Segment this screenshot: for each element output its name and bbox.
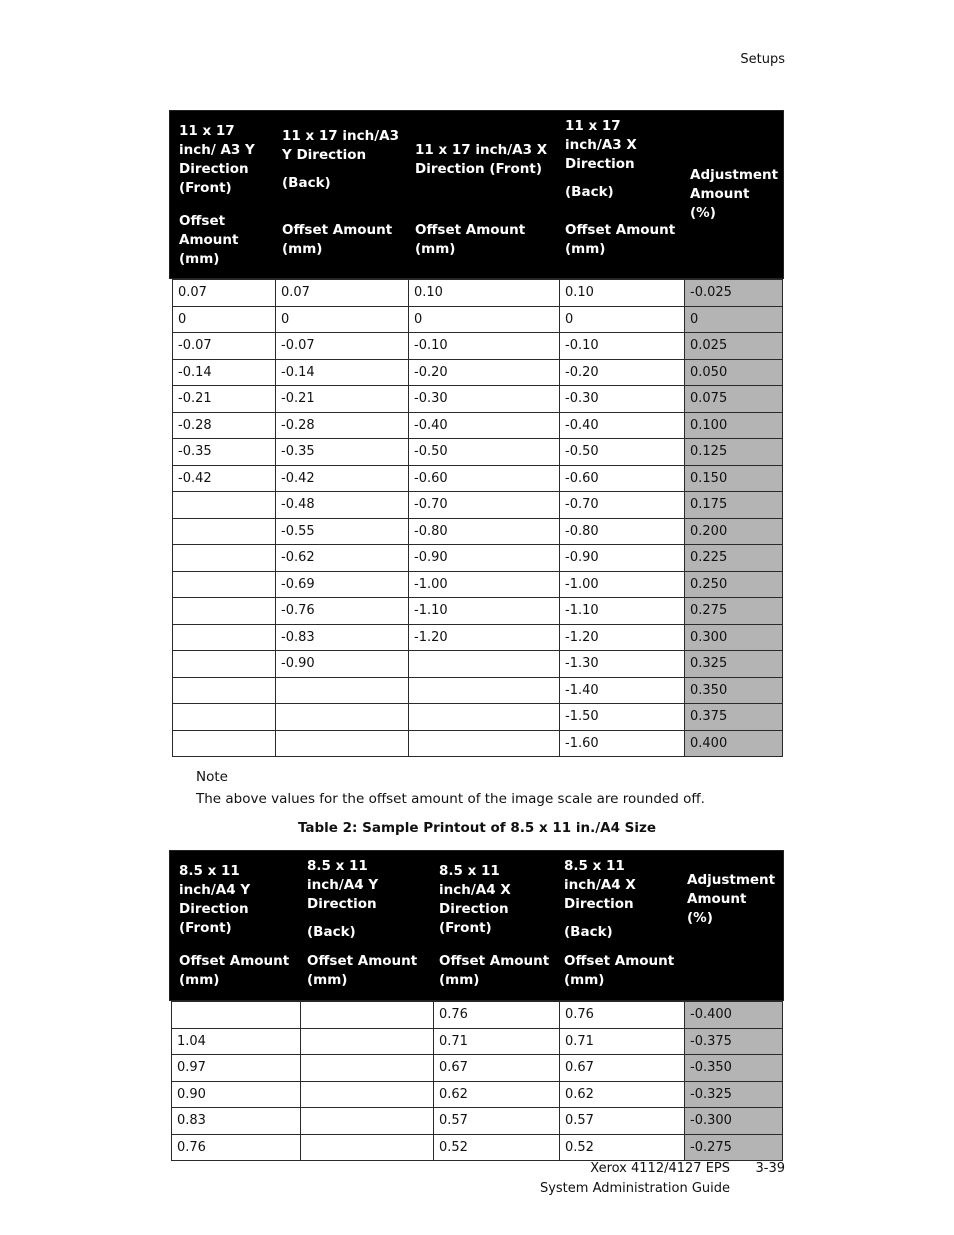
- offset-cell: 0: [560, 306, 685, 333]
- offset-cell: -1.00: [560, 571, 685, 598]
- table-caption: Table 2: Sample Printout of 8.5 x 11 in./A4 Size: [297, 820, 657, 836]
- table-row: [173, 306, 783, 333]
- offset-cell: -0.90: [409, 545, 560, 572]
- offset-cell: -0.70: [409, 492, 560, 519]
- offset-cell: 0.57: [434, 1108, 560, 1135]
- section-header: Setups: [740, 52, 785, 67]
- table-row: [173, 571, 783, 598]
- table-row: [173, 624, 783, 651]
- offset-cell: -1.20: [560, 624, 685, 651]
- offset-cell: -0.28: [173, 412, 276, 439]
- table-header: [169, 110, 784, 279]
- note-text: The above values for the offset amount of the image scale are rounded off.: [196, 791, 705, 807]
- header-y-front: 11 x 17 inch/ A3 Y Direction (Front): [174, 115, 275, 204]
- offset-cell: [173, 704, 276, 731]
- header-x-back: 11 x 17 inch/A3 X Direction (Back): [560, 115, 683, 204]
- table-row: [173, 677, 783, 704]
- subheader-offset-amount: Offset Amount (mm): [174, 206, 275, 274]
- adjustment-cell: 0.050: [685, 359, 783, 386]
- table-body: [172, 279, 783, 757]
- adjustment-cell: 0.225: [685, 545, 783, 572]
- adjustment-cell: -0.375: [685, 1028, 783, 1055]
- note: [196, 766, 705, 810]
- offset-cell: 0.90: [172, 1081, 301, 1108]
- subheader-offset-amount: Offset Amount (mm): [434, 946, 557, 996]
- offset-cell: 0.76: [560, 1002, 685, 1029]
- offset-cell: 0.57: [560, 1108, 685, 1135]
- offset-cell: [173, 730, 276, 757]
- offset-cell: -0.42: [276, 465, 409, 492]
- offset-table-11x17: [169, 110, 784, 757]
- table-row: [172, 1134, 783, 1161]
- header-adjustment: Adjustment Amount (%): [685, 115, 779, 274]
- adjustment-cell: 0.125: [685, 439, 783, 466]
- adjustment-cell: 0.275: [685, 598, 783, 625]
- offset-cell: 0.76: [434, 1002, 560, 1029]
- header-x-front: 11 x 17 inch/A3 X Direction (Front): [410, 115, 558, 204]
- offset-cell: -0.60: [560, 465, 685, 492]
- offset-cell: [301, 1134, 434, 1161]
- adjustment-cell: 0.300: [685, 624, 783, 651]
- table-row: [173, 545, 783, 572]
- offset-cell: [173, 651, 276, 678]
- offset-cell: -0.21: [276, 386, 409, 413]
- table-row: [173, 280, 783, 307]
- offset-cell: -0.70: [560, 492, 685, 519]
- offset-cell: [173, 598, 276, 625]
- offset-cell: -0.40: [560, 412, 685, 439]
- offset-cell: -0.55: [276, 518, 409, 545]
- offset-cell: [276, 730, 409, 757]
- offset-cell: [409, 677, 560, 704]
- footer-guide: System Administration Guide: [539, 1181, 730, 1196]
- adjustment-cell: -0.300: [685, 1108, 783, 1135]
- offset-cell: [173, 624, 276, 651]
- offset-cell: -0.28: [276, 412, 409, 439]
- offset-table-8x11: [169, 850, 784, 1161]
- table-row: [173, 439, 783, 466]
- offset-cell: -0.76: [276, 598, 409, 625]
- offset-cell: -0.42: [173, 465, 276, 492]
- footer: [540, 1159, 730, 1199]
- subheader-offset-amount: Offset Amount (mm): [559, 946, 680, 996]
- adjustment-cell: -0.400: [685, 1002, 783, 1029]
- offset-cell: [172, 1002, 301, 1029]
- offset-cell: [173, 545, 276, 572]
- offset-cell: -1.50: [560, 704, 685, 731]
- offset-cell: [173, 677, 276, 704]
- offset-cell: [276, 704, 409, 731]
- table-row: [172, 1081, 783, 1108]
- offset-cell: -0.10: [560, 333, 685, 360]
- offset-cell: 0: [276, 306, 409, 333]
- offset-cell: [173, 518, 276, 545]
- offset-cell: -0.20: [560, 359, 685, 386]
- offset-cell: -0.20: [409, 359, 560, 386]
- offset-cell: 0: [173, 306, 276, 333]
- table-row: [172, 1028, 783, 1055]
- footer-product: Xerox 4112/4127 EPS: [590, 1161, 730, 1176]
- header-adjustment: Adjustment Amount (%): [682, 855, 779, 944]
- adjustment-cell: 0.250: [685, 571, 783, 598]
- offset-cell: -1.60: [560, 730, 685, 757]
- offset-cell: 0.62: [434, 1081, 560, 1108]
- offset-cell: [409, 730, 560, 757]
- offset-cell: -0.35: [173, 439, 276, 466]
- offset-cell: -0.10: [409, 333, 560, 360]
- offset-cell: [173, 492, 276, 519]
- offset-cell: -0.40: [409, 412, 560, 439]
- adjustment-cell: 0.100: [685, 412, 783, 439]
- adjustment-cell: -0.025: [685, 280, 783, 307]
- offset-cell: 0.97: [172, 1055, 301, 1082]
- table-row: [173, 465, 783, 492]
- adjustment-cell: 0.325: [685, 651, 783, 678]
- header-y-back: 11 x 17 inch/A3 Y Direction (Back): [277, 115, 408, 204]
- subheader-empty: [682, 946, 779, 996]
- offset-cell: 0.52: [434, 1134, 560, 1161]
- table-row: [173, 730, 783, 757]
- offset-cell: [276, 677, 409, 704]
- adjustment-cell: -0.275: [685, 1134, 783, 1161]
- offset-cell: [173, 571, 276, 598]
- offset-cell: -0.48: [276, 492, 409, 519]
- offset-cell: 0.76: [172, 1134, 301, 1161]
- table-header: [169, 850, 784, 1001]
- subheader-offset-amount: Offset Amount (mm): [410, 206, 558, 274]
- offset-cell: 0.07: [276, 280, 409, 307]
- header-y-back: 8.5 x 11 inch/A4 Y Direction (Back): [302, 855, 432, 944]
- table-row: [173, 651, 783, 678]
- adjustment-cell: -0.325: [685, 1081, 783, 1108]
- offset-cell: [301, 1055, 434, 1082]
- offset-cell: -0.21: [173, 386, 276, 413]
- table-row: [172, 1055, 783, 1082]
- offset-cell: -0.90: [560, 545, 685, 572]
- adjustment-cell: 0.025: [685, 333, 783, 360]
- offset-cell: [301, 1081, 434, 1108]
- offset-cell: -1.10: [409, 598, 560, 625]
- header-x-back: 8.5 x 11 inch/A4 X Direction (Back): [559, 855, 680, 944]
- table-row: [173, 492, 783, 519]
- offset-cell: -1.20: [409, 624, 560, 651]
- page-number: 3-39: [755, 1161, 785, 1176]
- table-row: [173, 386, 783, 413]
- adjustment-cell: 0.375: [685, 704, 783, 731]
- offset-cell: 0.67: [560, 1055, 685, 1082]
- table-row: [172, 1002, 783, 1029]
- offset-cell: 0: [409, 306, 560, 333]
- offset-cell: -0.50: [560, 439, 685, 466]
- header-y-front: 8.5 x 11 inch/A4 Y Direction (Front): [174, 855, 300, 944]
- offset-cell: [301, 1108, 434, 1135]
- offset-cell: 0.67: [434, 1055, 560, 1082]
- adjustment-cell: 0.200: [685, 518, 783, 545]
- offset-cell: [409, 704, 560, 731]
- adjustment-cell: 0: [685, 306, 783, 333]
- note-label: Note: [196, 769, 228, 785]
- table-row: [173, 598, 783, 625]
- offset-cell: 0.71: [434, 1028, 560, 1055]
- table-body: [171, 1001, 783, 1161]
- offset-cell: -0.50: [409, 439, 560, 466]
- offset-cell: 0.71: [560, 1028, 685, 1055]
- table-row: [173, 412, 783, 439]
- adjustment-cell: -0.350: [685, 1055, 783, 1082]
- offset-cell: 0.10: [409, 280, 560, 307]
- offset-cell: 0.10: [560, 280, 685, 307]
- offset-cell: -0.35: [276, 439, 409, 466]
- subheader-offset-amount: Offset Amount (mm): [277, 206, 408, 274]
- adjustment-cell: 0.350: [685, 677, 783, 704]
- adjustment-cell: 0.400: [685, 730, 783, 757]
- offset-cell: -1.30: [560, 651, 685, 678]
- table-row: [172, 1108, 783, 1135]
- offset-cell: -0.07: [173, 333, 276, 360]
- offset-cell: 0.83: [172, 1108, 301, 1135]
- offset-cell: [301, 1028, 434, 1055]
- table-row: [173, 704, 783, 731]
- table-row: [173, 359, 783, 386]
- header-x-front: 8.5 x 11 inch/A4 X Direction (Front): [434, 855, 557, 944]
- adjustment-cell: 0.075: [685, 386, 783, 413]
- offset-cell: -0.07: [276, 333, 409, 360]
- offset-cell: -0.80: [560, 518, 685, 545]
- subheader-offset-amount: Offset Amount (mm): [560, 206, 683, 274]
- offset-cell: -1.00: [409, 571, 560, 598]
- offset-cell: -1.10: [560, 598, 685, 625]
- offset-cell: -0.69: [276, 571, 409, 598]
- offset-cell: [409, 651, 560, 678]
- offset-cell: [301, 1002, 434, 1029]
- offset-cell: 1.04: [172, 1028, 301, 1055]
- offset-cell: -0.60: [409, 465, 560, 492]
- offset-cell: 0.62: [560, 1081, 685, 1108]
- offset-cell: -0.90: [276, 651, 409, 678]
- table-row: [173, 333, 783, 360]
- offset-cell: -1.40: [560, 677, 685, 704]
- table-row: [173, 518, 783, 545]
- offset-cell: 0.52: [560, 1134, 685, 1161]
- offset-cell: -0.83: [276, 624, 409, 651]
- offset-cell: -0.62: [276, 545, 409, 572]
- adjustment-cell: 0.175: [685, 492, 783, 519]
- offset-cell: 0.07: [173, 280, 276, 307]
- offset-cell: -0.14: [276, 359, 409, 386]
- offset-cell: -0.14: [173, 359, 276, 386]
- offset-cell: -0.30: [560, 386, 685, 413]
- adjustment-cell: 0.150: [685, 465, 783, 492]
- subheader-offset-amount: Offset Amount (mm): [302, 946, 432, 996]
- subheader-offset-amount: Offset Amount (mm): [174, 946, 300, 996]
- offset-cell: -0.80: [409, 518, 560, 545]
- offset-cell: -0.30: [409, 386, 560, 413]
